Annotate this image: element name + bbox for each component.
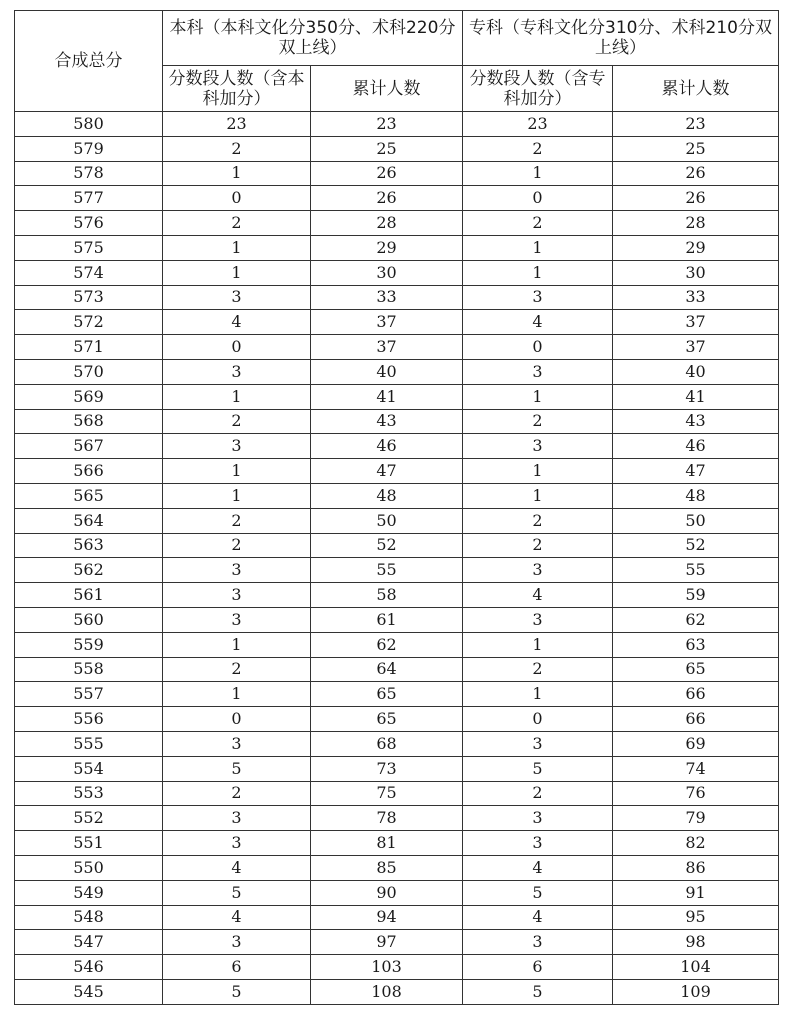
score-cell: 580: [15, 112, 163, 137]
table-row: [15, 211, 779, 236]
undergraduate-cumulative-cell: 48: [311, 483, 463, 508]
score-cell: 574: [15, 260, 163, 285]
junior-college-cumulative-cell: 43: [613, 409, 779, 434]
undergraduate-cumulative-cell: 81: [311, 831, 463, 856]
undergraduate-segment-count-cell: 5: [163, 756, 311, 781]
junior-college-cumulative-cell: 74: [613, 756, 779, 781]
undergraduate-segment-count-cell: 5: [163, 979, 311, 1004]
table-row: [15, 781, 779, 806]
junior-college-cumulative-cell: 66: [613, 682, 779, 707]
undergraduate-cumulative-cell: 41: [311, 384, 463, 409]
table-row: [15, 260, 779, 285]
junior-college-segment-count-cell: 0: [463, 707, 613, 732]
undergraduate-cumulative-cell: 90: [311, 880, 463, 905]
table-row: [15, 657, 779, 682]
junior-college-cumulative-cell: 26: [613, 161, 779, 186]
undergraduate-cumulative-cell: 23: [311, 112, 463, 137]
junior-college-cumulative-cell: 59: [613, 583, 779, 608]
undergraduate-segment-count-cell: 1: [163, 632, 311, 657]
junior-college-segment-count-cell: 1: [463, 260, 613, 285]
undergraduate-segment-count-cell: 3: [163, 806, 311, 831]
score-cell: 560: [15, 607, 163, 632]
score-cell: 550: [15, 855, 163, 880]
junior-college-cumulative-cell: 63: [613, 632, 779, 657]
junior-college-segment-count-cell: 1: [463, 384, 613, 409]
table-row: [15, 459, 779, 484]
score-cell: 555: [15, 731, 163, 756]
undergraduate-cumulative-cell: 64: [311, 657, 463, 682]
undergraduate-segment-count-cell: 1: [163, 384, 311, 409]
score-cell: 557: [15, 682, 163, 707]
undergraduate-segment-count-cell: 3: [163, 359, 311, 384]
undergraduate-segment-count-cell: 3: [163, 558, 311, 583]
undergraduate-segment-count-cell: 0: [163, 707, 311, 732]
undergraduate-cumulative-cell: 58: [311, 583, 463, 608]
score-cell: 551: [15, 831, 163, 856]
junior-college-cumulative-cell: 66: [613, 707, 779, 732]
undergraduate-cumulative-cell: 40: [311, 359, 463, 384]
junior-college-segment-count-cell: 3: [463, 285, 613, 310]
junior-college-segment-count-cell: 3: [463, 558, 613, 583]
table-row: [15, 335, 779, 360]
undergraduate-segment-count-cell: 4: [163, 855, 311, 880]
score-cell: 571: [15, 335, 163, 360]
score-cell: 552: [15, 806, 163, 831]
score-cell: 545: [15, 979, 163, 1004]
junior-college-cumulative-cell: 26: [613, 186, 779, 211]
score-cell: 554: [15, 756, 163, 781]
score-cell: 561: [15, 583, 163, 608]
table-row: [15, 707, 779, 732]
table-row: [15, 508, 779, 533]
score-cell: 548: [15, 905, 163, 930]
score-cell: 569: [15, 384, 163, 409]
undergraduate-cumulative-cell: 73: [311, 756, 463, 781]
undergraduate-cumulative-cell: 50: [311, 508, 463, 533]
junior-college-segment-count-cell: 1: [463, 235, 613, 260]
score-cell: 562: [15, 558, 163, 583]
junior-college-cumulative-cell: 109: [613, 979, 779, 1004]
undergraduate-segment-count-cell: 0: [163, 335, 311, 360]
score-cell: 556: [15, 707, 163, 732]
score-cell: 567: [15, 434, 163, 459]
junior-college-segment-count-cell: 2: [463, 533, 613, 558]
score-column-header: 合成总分: [15, 11, 163, 112]
junior-college-segment-count-cell: 4: [463, 310, 613, 335]
junior-college-cumulative-cell: 82: [613, 831, 779, 856]
table-row: [15, 310, 779, 335]
junior-college-cumulative-cell: 37: [613, 310, 779, 335]
undergraduate-cumulative-cell: 103: [311, 955, 463, 980]
junior-college-cumulative-cell: 76: [613, 781, 779, 806]
junior-college-cumulative-cell: 46: [613, 434, 779, 459]
score-cell: 566: [15, 459, 163, 484]
junior-college-segment-count-cell: 0: [463, 186, 613, 211]
junior-college-segment-count-cell: 1: [463, 161, 613, 186]
table-row: [15, 682, 779, 707]
score-cell: 578: [15, 161, 163, 186]
undergraduate-cumulative-cell: 25: [311, 136, 463, 161]
junior-college-segment-count-cell: 4: [463, 855, 613, 880]
score-cell: 565: [15, 483, 163, 508]
table-row: [15, 905, 779, 930]
undergraduate-segment-count-cell: 0: [163, 186, 311, 211]
score-cell: 553: [15, 781, 163, 806]
undergraduate-segment-count-cell: 1: [163, 483, 311, 508]
undergraduate-cumulative-cell: 68: [311, 731, 463, 756]
undergraduate-cumulative-cell: 26: [311, 186, 463, 211]
table-row: [15, 186, 779, 211]
table-row: [15, 880, 779, 905]
table-row: [15, 756, 779, 781]
junior-college-cumulative-cell: 37: [613, 335, 779, 360]
junior-college-segment-count-cell: 4: [463, 583, 613, 608]
undergraduate-segment-count-cell: 1: [163, 682, 311, 707]
undergraduate-segment-count-cell: 1: [163, 161, 311, 186]
undergraduate-cumulative-cell: 26: [311, 161, 463, 186]
junior-college-cumulative-cell: 91: [613, 880, 779, 905]
junior-college-segment-count-cell: 5: [463, 979, 613, 1004]
undergraduate-segment-count-cell: 1: [163, 459, 311, 484]
undergraduate-segment-count-cell: 2: [163, 781, 311, 806]
score-cell: 558: [15, 657, 163, 682]
table-row: [15, 855, 779, 880]
score-cell: 572: [15, 310, 163, 335]
junior-college-cumulative-cell: 104: [613, 955, 779, 980]
undergraduate-cumulative-cell: 29: [311, 235, 463, 260]
score-distribution-table: [14, 10, 779, 1005]
junior-college-cumulative-cell: 62: [613, 607, 779, 632]
table-row: [15, 235, 779, 260]
undergraduate-cumulative-cell: 37: [311, 310, 463, 335]
table-row: [15, 384, 779, 409]
junior-college-cumulative-header: 累计人数: [613, 66, 779, 112]
undergraduate-cumulative-cell: 65: [311, 682, 463, 707]
score-cell: 549: [15, 880, 163, 905]
junior-college-segment-count-cell: 3: [463, 359, 613, 384]
undergraduate-cumulative-cell: 30: [311, 260, 463, 285]
undergraduate-segment-count-cell: 2: [163, 508, 311, 533]
junior-college-segment-count-cell: 1: [463, 459, 613, 484]
undergraduate-cumulative-cell: 52: [311, 533, 463, 558]
score-cell: 573: [15, 285, 163, 310]
undergraduate-cumulative-cell: 43: [311, 409, 463, 434]
junior-college-cumulative-cell: 29: [613, 235, 779, 260]
undergraduate-segment-count-cell: 2: [163, 409, 311, 434]
junior-college-segment-count-cell: 0: [463, 335, 613, 360]
junior-college-segment-count-cell: 2: [463, 136, 613, 161]
table-body: [15, 112, 779, 1005]
junior-college-cumulative-cell: 41: [613, 384, 779, 409]
junior-college-segment-count-cell: 3: [463, 831, 613, 856]
undergraduate-segment-count-cell: 3: [163, 731, 311, 756]
undergraduate-segment-count-cell: 2: [163, 136, 311, 161]
table-row: [15, 558, 779, 583]
junior-college-segment-count-cell: 23: [463, 112, 613, 137]
junior-college-segment-count-cell: 2: [463, 409, 613, 434]
table-row: [15, 285, 779, 310]
junior-college-segment-count-cell: 3: [463, 731, 613, 756]
undergraduate-segment-count-cell: 2: [163, 211, 311, 236]
junior-college-cumulative-cell: 86: [613, 855, 779, 880]
table-row: [15, 483, 779, 508]
score-cell: 564: [15, 508, 163, 533]
undergraduate-cumulative-header: 累计人数: [311, 66, 463, 112]
junior-college-segment-count-cell: 2: [463, 211, 613, 236]
score-cell: 575: [15, 235, 163, 260]
undergraduate-segment-count-cell: 3: [163, 831, 311, 856]
junior-college-segment-count-cell: 3: [463, 434, 613, 459]
junior-college-segment-count-cell: 4: [463, 905, 613, 930]
score-cell: 576: [15, 211, 163, 236]
undergraduate-cumulative-cell: 65: [311, 707, 463, 732]
undergraduate-segment-count-cell: 3: [163, 285, 311, 310]
table-row: [15, 831, 779, 856]
undergraduate-cumulative-cell: 33: [311, 285, 463, 310]
undergraduate-cumulative-cell: 108: [311, 979, 463, 1004]
junior-college-cumulative-cell: 23: [613, 112, 779, 137]
undergraduate-segment-count-cell: 3: [163, 607, 311, 632]
undergraduate-cumulative-cell: 75: [311, 781, 463, 806]
junior-college-cumulative-cell: 65: [613, 657, 779, 682]
junior-college-cumulative-cell: 52: [613, 533, 779, 558]
undergraduate-cumulative-cell: 61: [311, 607, 463, 632]
table-row: [15, 979, 779, 1004]
table-row: [15, 136, 779, 161]
undergraduate-cumulative-cell: 46: [311, 434, 463, 459]
undergraduate-cumulative-cell: 62: [311, 632, 463, 657]
undergraduate-segment-count-cell: 6: [163, 955, 311, 980]
score-cell: 579: [15, 136, 163, 161]
junior-college-segment-count-cell: 1: [463, 483, 613, 508]
junior-college-cumulative-cell: 69: [613, 731, 779, 756]
junior-college-segment-count-cell: 3: [463, 930, 613, 955]
score-cell: 547: [15, 930, 163, 955]
undergraduate-cumulative-cell: 28: [311, 211, 463, 236]
undergraduate-cumulative-cell: 47: [311, 459, 463, 484]
junior-college-cumulative-cell: 48: [613, 483, 779, 508]
undergraduate-cumulative-cell: 37: [311, 335, 463, 360]
table-row: [15, 731, 779, 756]
undergraduate-cumulative-cell: 85: [311, 855, 463, 880]
header-row-groups: [15, 11, 779, 66]
junior-college-segment-count-cell: 5: [463, 756, 613, 781]
undergraduate-cumulative-cell: 78: [311, 806, 463, 831]
junior-college-cumulative-cell: 98: [613, 930, 779, 955]
junior-college-segment-count-cell: 3: [463, 806, 613, 831]
undergraduate-segment-count-cell: 4: [163, 905, 311, 930]
undergraduate-segment-count-cell: 1: [163, 235, 311, 260]
score-cell: 563: [15, 533, 163, 558]
score-cell: 559: [15, 632, 163, 657]
undergraduate-segment-count-cell: 2: [163, 533, 311, 558]
score-cell: 568: [15, 409, 163, 434]
undergraduate-segment-count-cell: 5: [163, 880, 311, 905]
table-row: [15, 632, 779, 657]
junior-college-group-header: 专科（专科文化分310分、术科210分双上线）: [463, 11, 779, 66]
undergraduate-segment-count-cell: 1: [163, 260, 311, 285]
junior-college-segment-count-cell: 5: [463, 880, 613, 905]
undergraduate-cumulative-cell: 94: [311, 905, 463, 930]
junior-college-cumulative-cell: 79: [613, 806, 779, 831]
table-row: [15, 434, 779, 459]
junior-college-segment-count-cell: 1: [463, 632, 613, 657]
table-row: [15, 583, 779, 608]
table-row: [15, 161, 779, 186]
table-row: [15, 806, 779, 831]
undergraduate-cumulative-cell: 97: [311, 930, 463, 955]
table-row: [15, 955, 779, 980]
junior-college-cumulative-cell: 28: [613, 211, 779, 236]
junior-college-segment-count-cell: 2: [463, 657, 613, 682]
junior-college-segment-count-header: 分数段人数（含专科加分）: [463, 66, 613, 112]
score-distribution-sheet: [14, 10, 779, 1005]
junior-college-cumulative-cell: 47: [613, 459, 779, 484]
junior-college-cumulative-cell: 33: [613, 285, 779, 310]
undergraduate-segment-count-cell: 3: [163, 434, 311, 459]
table-row: [15, 359, 779, 384]
score-cell: 577: [15, 186, 163, 211]
undergraduate-segment-count-cell: 3: [163, 930, 311, 955]
junior-college-cumulative-cell: 40: [613, 359, 779, 384]
junior-college-segment-count-cell: 2: [463, 508, 613, 533]
junior-college-cumulative-cell: 25: [613, 136, 779, 161]
undergraduate-segment-count-cell: 4: [163, 310, 311, 335]
table-row: [15, 112, 779, 137]
undergraduate-segment-count-cell: 23: [163, 112, 311, 137]
junior-college-segment-count-cell: 2: [463, 781, 613, 806]
undergraduate-segment-count-cell: 2: [163, 657, 311, 682]
junior-college-cumulative-cell: 30: [613, 260, 779, 285]
score-cell: 546: [15, 955, 163, 980]
junior-college-cumulative-cell: 95: [613, 905, 779, 930]
table-row: [15, 533, 779, 558]
undergraduate-group-header: 本科（本科文化分350分、术科220分双上线）: [163, 11, 463, 66]
table-row: [15, 930, 779, 955]
score-cell: 570: [15, 359, 163, 384]
undergraduate-cumulative-cell: 55: [311, 558, 463, 583]
undergraduate-segment-count-header: 分数段人数（含本科加分）: [163, 66, 311, 112]
junior-college-cumulative-cell: 55: [613, 558, 779, 583]
junior-college-cumulative-cell: 50: [613, 508, 779, 533]
junior-college-segment-count-cell: 6: [463, 955, 613, 980]
table-row: [15, 409, 779, 434]
undergraduate-segment-count-cell: 3: [163, 583, 311, 608]
junior-college-segment-count-cell: 1: [463, 682, 613, 707]
table-row: [15, 607, 779, 632]
junior-college-segment-count-cell: 3: [463, 607, 613, 632]
